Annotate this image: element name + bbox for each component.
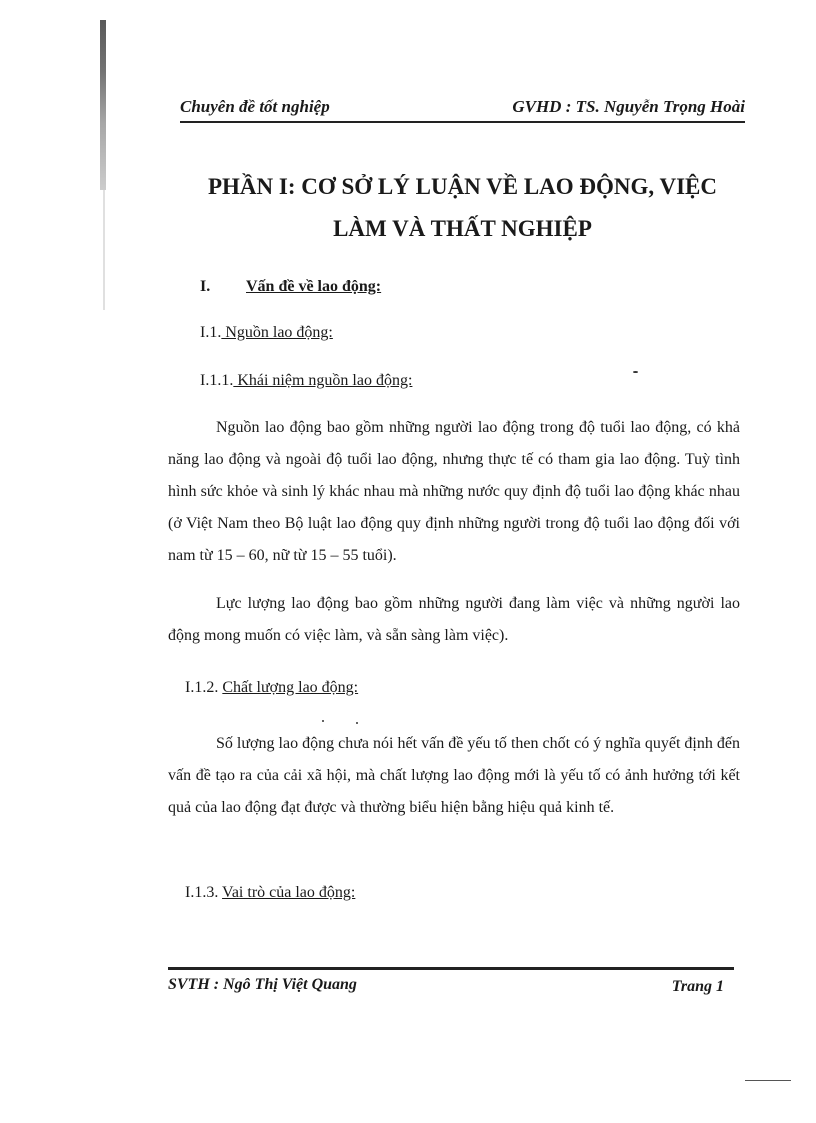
page-header	[180, 95, 745, 123]
scan-speck	[356, 722, 358, 724]
section-i-1-1	[200, 372, 412, 390]
header-advisor: GVHD : TS. Nguyễn Trọng Hoài	[512, 97, 745, 116]
header-document-type: Chuyên đề tốt nghiệp	[180, 97, 330, 116]
part-title-line-1: PHẦN I: CƠ SỞ LÝ LUẬN VỀ LAO ĐỘNG, VIỆC	[207, 174, 718, 199]
section-i-1-2-number: I.1.2.	[185, 679, 219, 696]
page-footer	[168, 967, 734, 1000]
part-title	[180, 166, 745, 250]
section-i-1-heading: Nguồn lao động:	[221, 324, 333, 341]
scan-speck	[322, 720, 324, 722]
section-i-1-2-heading: Chất lượng lao động:	[222, 679, 359, 696]
section-i-1-3-heading: Vai trò của lao động:	[222, 884, 356, 901]
scan-edge-mark-faint	[103, 190, 105, 310]
section-i-heading: Vấn đề về lao động:	[246, 278, 382, 295]
footer-student: SVTH : Ngô Thị Việt Quang	[168, 976, 357, 993]
section-i-1-3-number: I.1.3.	[185, 884, 219, 901]
section-i-1-3	[185, 884, 355, 902]
section-i-1-1-number: I.1.1.	[200, 372, 234, 389]
section-i-1-1-heading: Khái niệm nguồn lao động:	[233, 372, 413, 389]
section-i-1-number: I.1.	[200, 324, 222, 341]
scan-edge-dash	[745, 1080, 791, 1081]
section-i-1	[200, 324, 333, 342]
paragraph-labor-force: Lực lượng lao động bao gồm những người đang làm việc và những người lao động mong muốn có việc làm, và sẵn sàng làm việc).	[168, 595, 740, 644]
part-title-line-2: LÀM VÀ THẤT NGHIỆP	[333, 216, 592, 241]
paragraph-labor-quality: Số lượng lao động chưa nói hết vấn đề yếu tố then chốt có ý nghĩa quyết định đến vấn đề tạo ra của cải xã hội, mà chất lượng lao động mới là yếu tố có ảnh hưởng tới kết quả của lao động đạt được và thường biểu hiện bằng hiệu quả kinh tế.	[168, 735, 740, 816]
section-i-1-2	[185, 679, 358, 697]
scan-edge-mark	[100, 20, 106, 190]
paragraph-labor-source-definition: Nguồn lao động bao gồm những người lao động trong độ tuổi lao động, có khả năng lao động và ngoài độ tuổi lao động, nhưng thực tế có tham gia lao động. Tuỳ tình hình sức khỏe và sinh lý khác nhau mà những nước quy định độ tuổi lao động khác nhau (ở Việt Nam theo Bộ luật lao động quy định những người trong độ tuổi lao động đối với nam từ 15 – 60, nữ từ 15 – 55 tuổi).	[168, 419, 740, 564]
footer-page-number: Trang 1	[671, 978, 724, 995]
section-i-number: I.	[200, 278, 211, 295]
scan-speck	[633, 371, 638, 373]
